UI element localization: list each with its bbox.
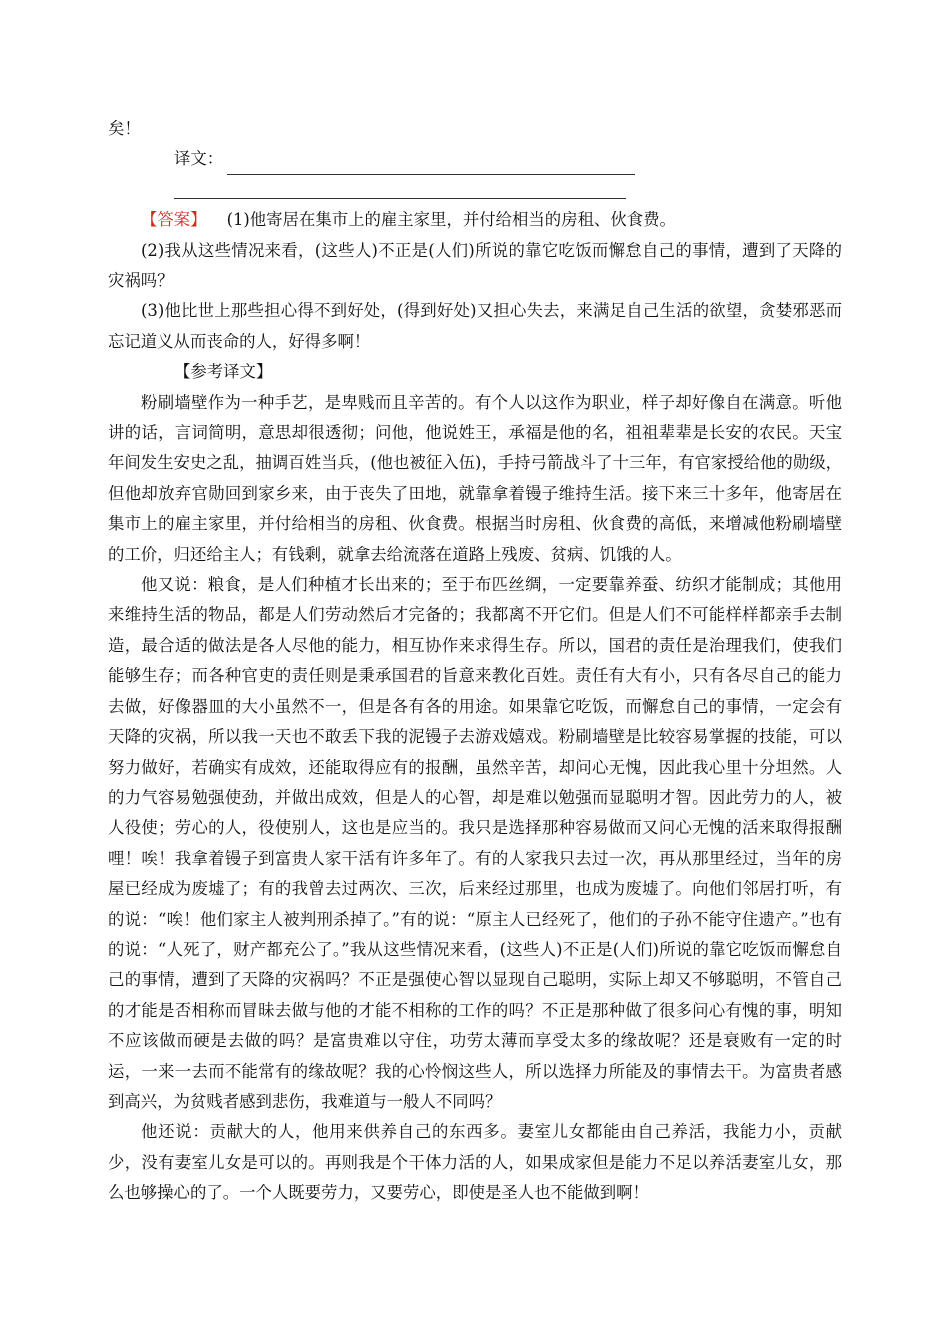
reference-paragraph-2: 他又说：粮食，是人们种植才长出来的；至于布匹丝绸，一定要靠养蚕、纺织才能制成；其他用来维持生活的物品，都是人们劳动然后才完备的；我都离不开它们。但是人们不可能样样都亲手去制造，最合适的做法是各人尽他的能力，相互协作来求得生存。所以，国君的责任是治理我们，使我们能够生存；而各种官吏的责任则是秉承国君的旨意来教化百姓。责任有大有小，只有各尽自己的能力去做，好像器皿的大小虽然不一，但是各有各的用途。如果靠它吃饭，而懈怠自己的事情，一定会有天降的灾祸，所以我一天也不敢丢下我的泥镘子去游戏嬉戏。粉刷墙壁是比较容易掌握的技能，可以努力做好，若确实有成效，还能取得应有的报酬，虽然辛苦，却问心无愧，因此我心里十分坦然。人的力气容易勉强使劲，并做出成效，但是人的心智，却是难以勉强而显聪明才智。因此劳力的人，被人役使；劳心的人，役使别人，这也是应当的。我只是选择那种容易做而又问心无愧的活来取得报酬哩！唉！我拿着镘子到富贵人家干活有许多年了。有的人家我只去过一次，再从那里经过，当年的房屋已经成为废墟了；有的我曾去过两次、三次，后来经过那里，也成为废墟了。向他们邻居打听，有的说：“唉！他们家主人被判刑杀掉了。”有的说：“原主人已经死了，他们的子孙不能守住遗产。”也有的说：“人死了，财产都充公了。”我从这些情况来看，(这些人)不正是(人们)所说的靠它吃饭而懈怠自己的事情，遭到了天降的灾祸吗？不正是强使心智以显现自己聪明，实际上却又不够聪明，不管自己的才能是否相称而冒昧去做与他的才能不相称的工作的吗？不正是那种做了很多问心有愧的事，明知不应该做而硬是去做的吗？是富贵难以守住，功劳太薄而享受太多的缘故呢？还是衰败有一定的时运，一来一去而不能常有的缘故呢？我的心怜悯这些人，所以选择力所能及的事情去干。为富贵者感到高兴，为贫贱者感到悲伤，我难道与一般人不同吗？: [108, 575, 842, 1111]
answer-item-2: (2)我从这些情况来看，(这些人)不正是(人们)所说的靠它吃饭而懈怠自己的事情，遭到了天降的灾祸吗？: [108, 240, 842, 290]
translation-label: 译文：: [174, 149, 224, 169]
translation-blank-line-1[interactable]: [227, 154, 635, 175]
reference-paragraph-3: 他还说：贡献大的人，他用来供养自己的东西多。妻室儿女都能由自己养活，我能力小，贡献少，没有妻室儿女是可以的。再则我是个干体力活的人，如果成家但是能力不足以养活妻室儿女，那么也够操心的了。一个人既要劳力，又要劳心，即使是圣人也不能做到啊！: [108, 1122, 842, 1203]
top-fragment: 矣！: [108, 119, 141, 138]
answer-item-1: [108, 205, 842, 235]
translation-blank-row-2: [108, 175, 842, 205]
translation-blank-line-2[interactable]: [174, 198, 626, 199]
translation-prompt: [108, 144, 842, 174]
document-page: [108, 114, 842, 1209]
reference-paragraph-1: 粉刷墙壁作为一种手艺，是卑贱而且辛苦的。有个人以这作为职业，样子却好像自在满意。听他讲的话，言词简明，意思却很透彻；问他，他说姓王，承福是他的名，祖祖辈辈是长安的农民。天宝年间发生安史之乱，抽调百姓当兵，(他也被征入伍)，手持弓箭战斗了十三年，有官家授给他的勋级，但他却放弃官勋回到家乡来，由于丧失了田地，就靠拿着镘子维持生活。接下来三十多年，他寄居在集市上的雇主家里，并付给相当的房租、伙食费。根据当时房租、伙食费的高低，来增减他粉刷墙壁的工价，归还给主人；有钱剩，就拿去给流落在道路上残废、贫病、饥饿的人。: [108, 392, 842, 564]
answer-tag: 【答案】: [141, 210, 207, 230]
answer-item-1-text: (1)他寄居在集市上的雇主家里，并付给相当的房租、伙食费。: [226, 210, 676, 230]
answer-item-3: (3)他比世上那些担心得不到好处，(得到好处)又担心失去，来满足自己生活的欲望，贪婪邪恶而忘记道义从而丧命的人，好得多啊！: [108, 301, 842, 351]
reference-translation-heading: 【参考译文】: [174, 362, 273, 382]
